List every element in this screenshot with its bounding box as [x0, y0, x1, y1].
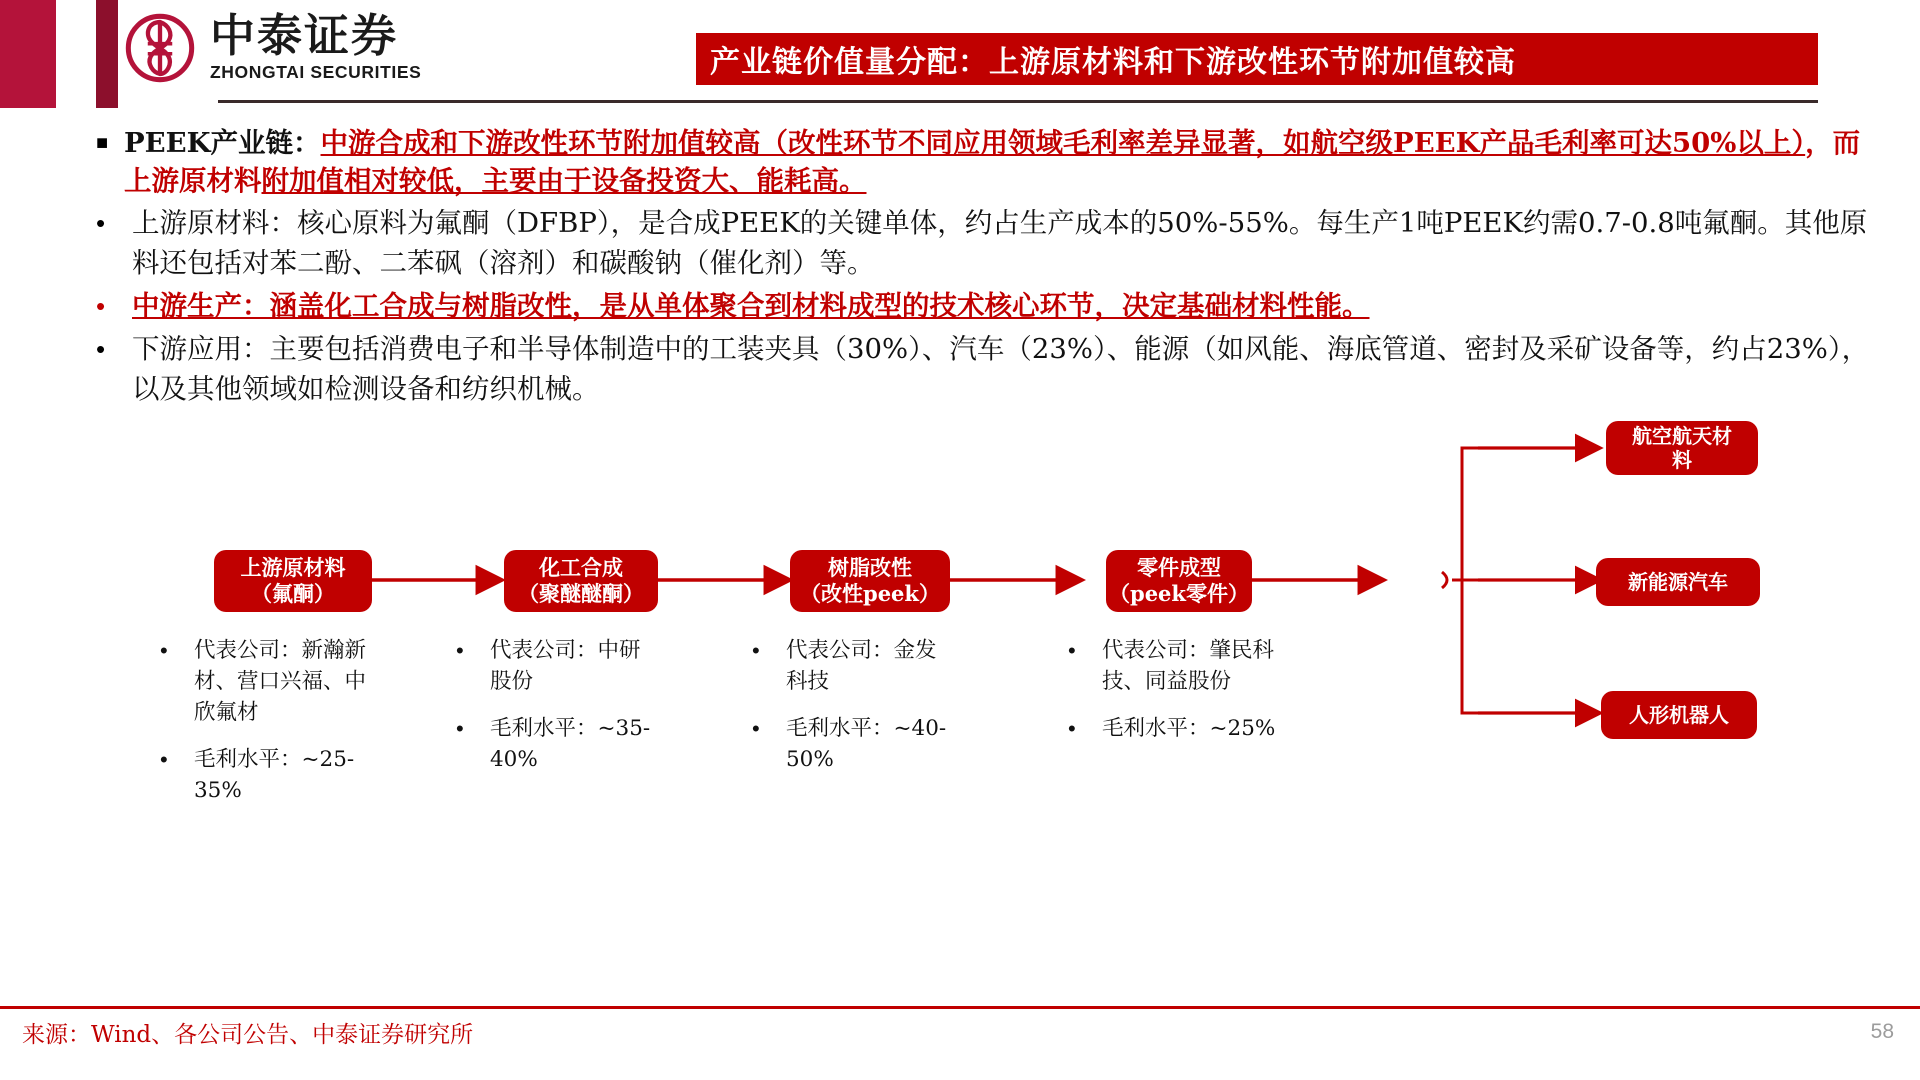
bullet-marker: •	[456, 638, 464, 663]
bullet-4-text: 下游应用：主要包括消费电子和半导体制造中的工装夹具（30%）、汽车（23%）、能源（如风能、海底管道、密封及采矿设备等，约占23%），以及其他领域如检测设备和纺织机械。	[132, 333, 1870, 405]
page-number: 58	[1870, 1020, 1894, 1043]
bullet-item-1	[96, 124, 1886, 200]
square-bullet-marker: ■	[96, 132, 109, 154]
bullet-1-red-underline-a: 中游合成和下游改性环节附加值较高（改性环节不同应用领域毛利率差异显著，如航空级PEEK产品毛利率可达50%以上）	[320, 127, 1806, 159]
page-title: 产业链价值量分配：上游原材料和下游改性环节附加值较高	[710, 45, 1516, 80]
bullet-marker: •	[160, 638, 168, 663]
application-node-line2: 料	[1672, 448, 1692, 472]
list-item	[752, 713, 952, 775]
bullet-3-text: 中游生产：涵盖化工合成与树脂改性，是从单体聚合到材料成型的技术核心环节，决定基础材料性能。	[132, 290, 1370, 322]
list-item	[1068, 635, 1278, 697]
bullet-1-body	[124, 124, 1886, 200]
brand-lockup	[124, 9, 422, 84]
list-item	[1068, 713, 1278, 744]
dot-bullet-marker: •	[96, 208, 106, 238]
list-item-text: 代表公司：肇民科技、同益股份	[1102, 638, 1275, 694]
fanout-branch-top	[1452, 448, 1478, 580]
stage-node-part-forming[interactable]	[1106, 550, 1252, 612]
detail-column-upstream	[160, 635, 380, 822]
bullet-item-3	[96, 286, 1886, 326]
fanout-branch-bottom	[1452, 580, 1478, 713]
list-item	[160, 744, 380, 806]
header-stripe-white	[56, 0, 96, 108]
bullet-1-label: PEEK产业链：	[124, 127, 321, 159]
list-item-text: 毛利水平：~25-35%	[194, 747, 355, 803]
stage-node-upstream[interactable]	[214, 550, 372, 612]
detail-column-chemical-synthesis	[456, 635, 656, 791]
application-node-aerospace[interactable]	[1606, 421, 1758, 475]
bullet-marker: •	[1068, 716, 1076, 741]
zhongtai-circle-logo-icon	[124, 12, 196, 84]
list-item-text: 代表公司：金发科技	[786, 638, 937, 694]
list-item-text: 毛利水平：~25%	[1102, 716, 1276, 741]
list-item	[160, 635, 380, 728]
value-chain-diagram	[0, 400, 1920, 960]
bullet-item-4	[96, 329, 1886, 409]
slide-title-bar	[696, 33, 1818, 85]
stage-node-line1: 零件成型	[1137, 555, 1221, 581]
footer-source: 来源：Wind、各公司公告、中泰证券研究所	[22, 1022, 474, 1048]
header-stripe-dark	[96, 0, 118, 108]
bullet-1-red-underline-b: 附加值相对较低，主要由于设备投资大、能耗高。	[261, 165, 867, 197]
bullet-marker: •	[752, 716, 760, 741]
list-item-text: 代表公司：中研股份	[490, 638, 641, 694]
bullet-1-red-plain: ，而上游原材料	[124, 127, 1861, 197]
stage-node-line2: （peek零件）	[1109, 581, 1249, 606]
stage-node-resin-modification[interactable]	[790, 550, 950, 612]
dot-bullet-marker-red: •	[96, 291, 106, 321]
bullet-item-2	[96, 203, 1886, 283]
brand-name-en: ZHONGTAI SECURITIES	[210, 62, 422, 82]
brand-text	[210, 9, 422, 83]
application-node-line1: 航空航天材	[1632, 423, 1732, 448]
header-divider	[218, 100, 1818, 103]
application-node-line1: 新能源汽车	[1628, 569, 1728, 594]
list-item-text: 毛利水平：~35-40%	[490, 716, 651, 772]
brand-name-cn: 中泰证券	[210, 9, 399, 62]
bullet-2-text: 上游原材料：核心原料为氟酮（DFBP），是合成PEEK的关键单体，约占生产成本的50%-55%。每生产1吨PEEK约需0.7-0.8吨氟酮。其他原料还包括对苯二酚、二苯砜（溶剂）和碳酸钠（催化剂）等。	[132, 207, 1868, 279]
fanout-joint	[1442, 572, 1447, 588]
application-node-humanoid-robot[interactable]	[1601, 691, 1757, 739]
stage-node-chemical-synthesis[interactable]	[504, 550, 658, 612]
list-item-text: 毛利水平：~40-50%	[786, 716, 947, 772]
stage-node-line2: （改性peek）	[800, 581, 940, 606]
stage-node-line2: （氟酮）	[251, 581, 335, 606]
stage-node-line2: （聚醚醚酮）	[518, 581, 644, 606]
footer-divider	[0, 1006, 1920, 1009]
stage-node-line1: 上游原材料	[240, 555, 346, 581]
header-stripe-crimson	[0, 0, 56, 108]
dot-bullet-marker: •	[96, 334, 106, 364]
bullet-marker: •	[1068, 638, 1076, 663]
bullet-marker: •	[456, 716, 464, 741]
bullet-marker: •	[752, 638, 760, 663]
bullet-marker: •	[160, 747, 168, 772]
list-item	[752, 635, 952, 697]
list-item	[456, 713, 656, 775]
application-node-new-energy-vehicle[interactable]	[1596, 558, 1760, 606]
bullet-list	[96, 124, 1886, 412]
stage-node-line1: 化工合成	[539, 555, 623, 581]
stage-node-line1: 树脂改性	[828, 555, 912, 581]
application-node-line1: 人形机器人	[1629, 702, 1729, 727]
list-item-text: 代表公司：新瀚新材、营口兴福、中欣氟材	[194, 638, 367, 725]
detail-column-part-forming	[1068, 635, 1278, 760]
list-item	[456, 635, 656, 697]
detail-column-resin-modification	[752, 635, 952, 791]
slide-header	[0, 0, 1920, 108]
